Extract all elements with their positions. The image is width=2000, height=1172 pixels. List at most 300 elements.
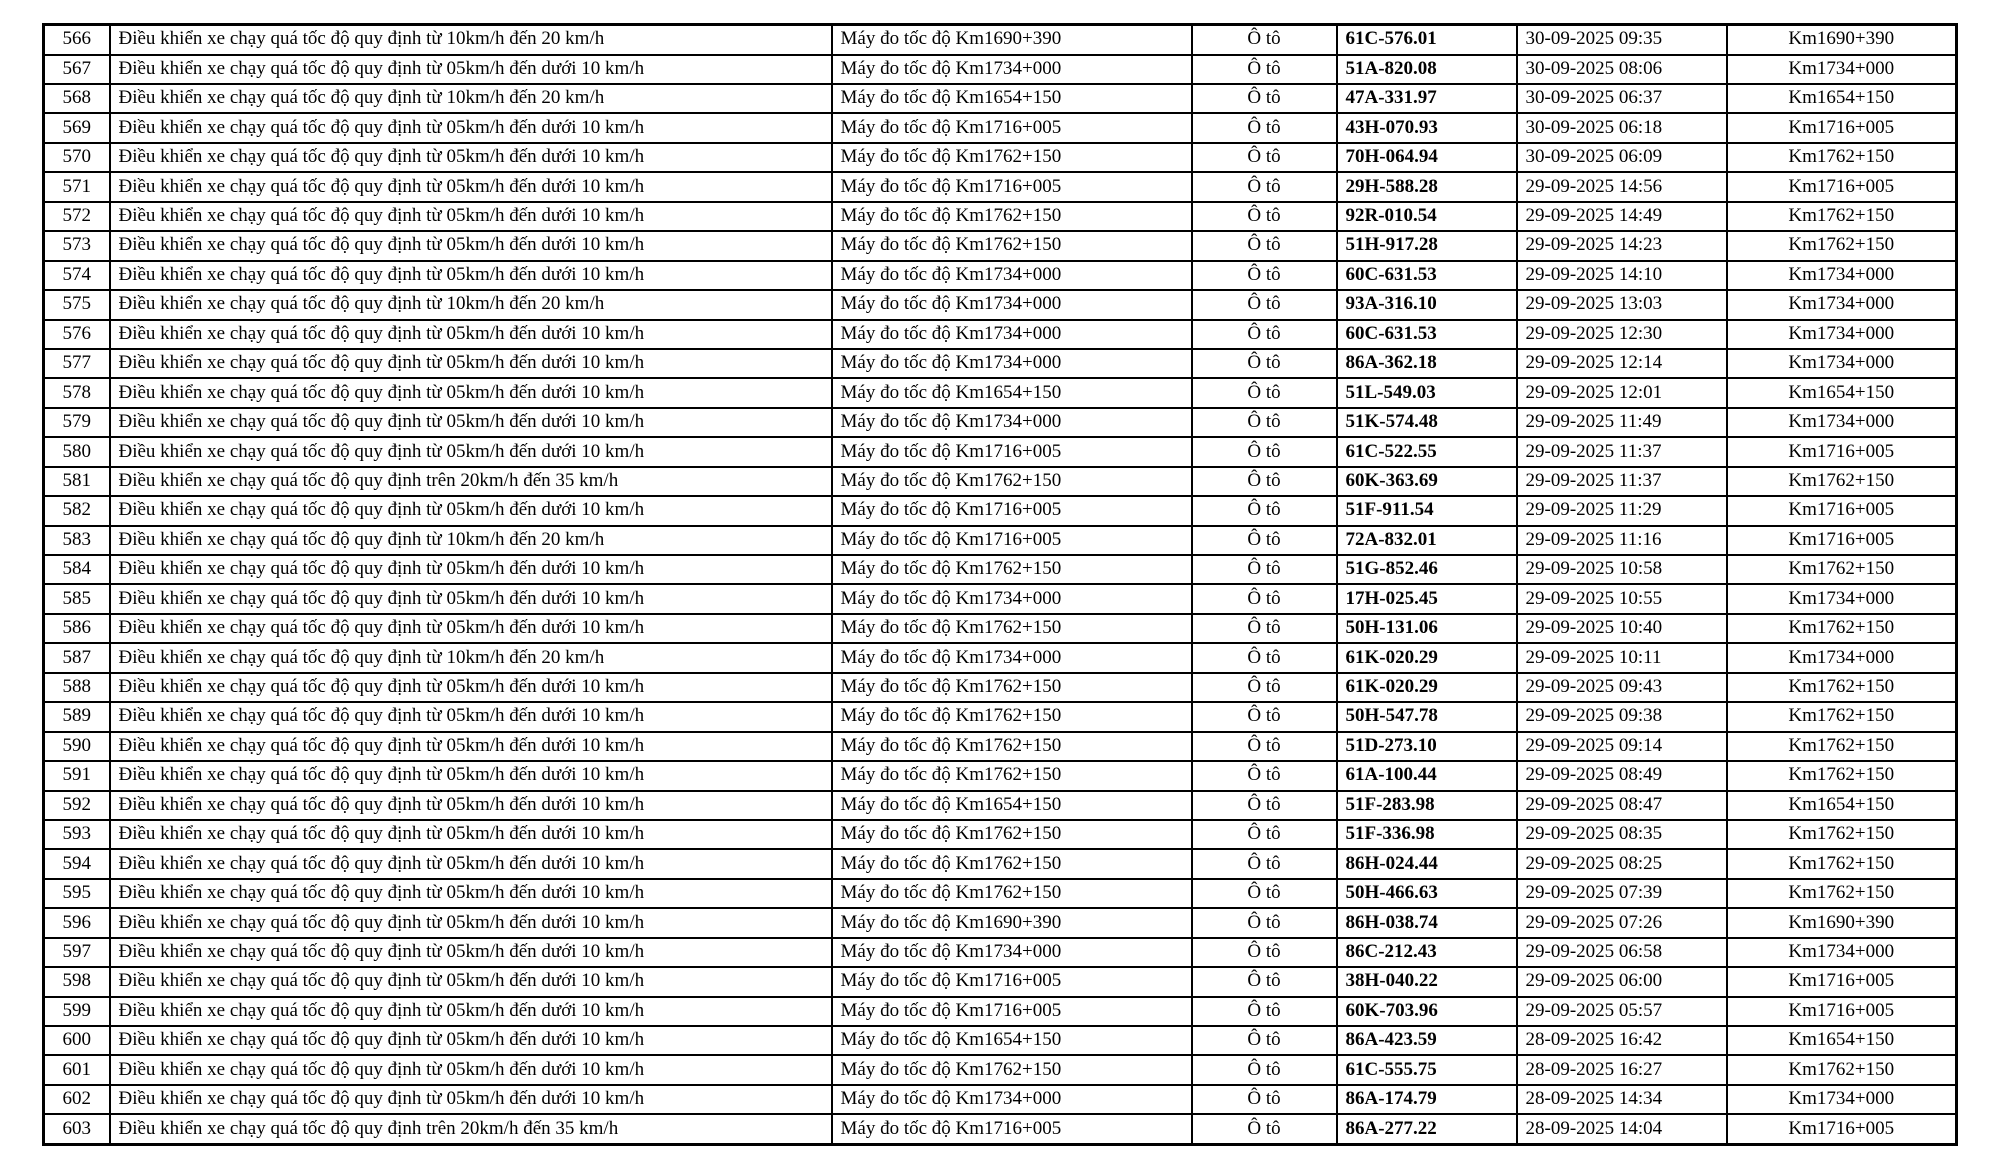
cell-license-plate: 43H-070.93 xyxy=(1337,113,1517,142)
cell-row-number: 580 xyxy=(44,437,110,466)
cell-violation-location: Km1654+150 xyxy=(1727,378,1957,407)
cell-violation-location: Km1654+150 xyxy=(1727,791,1957,820)
cell-violation-datetime: 29-09-2025 12:14 xyxy=(1517,349,1727,378)
cell-license-plate: 61A-100.44 xyxy=(1337,761,1517,790)
cell-vehicle-type: Ô tô xyxy=(1192,25,1337,55)
cell-row-number: 575 xyxy=(44,290,110,319)
cell-violation-description: Điều khiển xe chạy quá tốc độ quy định từ 05km/h đến dưới 10 km/h xyxy=(110,820,832,849)
cell-violation-datetime: 29-09-2025 09:38 xyxy=(1517,702,1727,731)
cell-measuring-device: Máy đo tốc độ Km1762+150 xyxy=(832,467,1192,496)
cell-violation-location: Km1762+150 xyxy=(1727,849,1957,878)
cell-vehicle-type: Ô tô xyxy=(1192,172,1337,201)
cell-row-number: 587 xyxy=(44,643,110,672)
cell-vehicle-type: Ô tô xyxy=(1192,202,1337,231)
cell-violation-description: Điều khiển xe chạy quá tốc độ quy định từ 05km/h đến dưới 10 km/h xyxy=(110,437,832,466)
cell-violation-description: Điều khiển xe chạy quá tốc độ quy định từ 05km/h đến dưới 10 km/h xyxy=(110,1026,832,1055)
cell-license-plate: 72A-832.01 xyxy=(1337,526,1517,555)
cell-violation-location: Km1654+150 xyxy=(1727,84,1957,113)
table-row xyxy=(44,320,1957,349)
cell-violation-description: Điều khiển xe chạy quá tốc độ quy định từ 10km/h đến 20 km/h xyxy=(110,25,832,55)
cell-violation-description: Điều khiển xe chạy quá tốc độ quy định từ 05km/h đến dưới 10 km/h xyxy=(110,555,832,584)
cell-violation-location: Km1716+005 xyxy=(1727,437,1957,466)
cell-measuring-device: Máy đo tốc độ Km1690+390 xyxy=(832,908,1192,937)
table-row xyxy=(44,1026,1957,1055)
cell-vehicle-type: Ô tô xyxy=(1192,702,1337,731)
cell-measuring-device: Máy đo tốc độ Km1716+005 xyxy=(832,172,1192,201)
cell-violation-datetime: 28-09-2025 14:34 xyxy=(1517,1085,1727,1114)
cell-violation-datetime: 30-09-2025 06:09 xyxy=(1517,143,1727,172)
cell-vehicle-type: Ô tô xyxy=(1192,349,1337,378)
cell-violation-location: Km1734+000 xyxy=(1727,55,1957,84)
table-row xyxy=(44,1114,1957,1144)
cell-violation-location: Km1762+150 xyxy=(1727,761,1957,790)
table-row xyxy=(44,113,1957,142)
table-row xyxy=(44,1055,1957,1084)
cell-license-plate: 60C-631.53 xyxy=(1337,320,1517,349)
cell-violation-datetime: 29-09-2025 11:49 xyxy=(1517,408,1727,437)
cell-row-number: 566 xyxy=(44,25,110,55)
cell-violation-location: Km1716+005 xyxy=(1727,967,1957,996)
cell-vehicle-type: Ô tô xyxy=(1192,879,1337,908)
cell-violation-description: Điều khiển xe chạy quá tốc độ quy định từ 05km/h đến dưới 10 km/h xyxy=(110,849,832,878)
cell-violation-location: Km1762+150 xyxy=(1727,1055,1957,1084)
cell-license-plate: 61C-576.01 xyxy=(1337,25,1517,55)
cell-violation-location: Km1716+005 xyxy=(1727,496,1957,525)
cell-license-plate: 61C-555.75 xyxy=(1337,1055,1517,1084)
table-row xyxy=(44,849,1957,878)
cell-vehicle-type: Ô tô xyxy=(1192,761,1337,790)
cell-vehicle-type: Ô tô xyxy=(1192,437,1337,466)
cell-row-number: 577 xyxy=(44,349,110,378)
cell-violation-location: Km1690+390 xyxy=(1727,908,1957,937)
cell-violation-location: Km1690+390 xyxy=(1727,25,1957,55)
cell-measuring-device: Máy đo tốc độ Km1762+150 xyxy=(832,1055,1192,1084)
cell-violation-datetime: 29-09-2025 10:40 xyxy=(1517,614,1727,643)
table-row xyxy=(44,526,1957,555)
cell-license-plate: 51F-336.98 xyxy=(1337,820,1517,849)
cell-row-number: 573 xyxy=(44,231,110,260)
cell-violation-location: Km1716+005 xyxy=(1727,113,1957,142)
table-row xyxy=(44,261,1957,290)
cell-measuring-device: Máy đo tốc độ Km1762+150 xyxy=(832,143,1192,172)
table-row xyxy=(44,938,1957,967)
table-row xyxy=(44,349,1957,378)
cell-row-number: 599 xyxy=(44,997,110,1026)
cell-violation-description: Điều khiển xe chạy quá tốc độ quy định từ 05km/h đến dưới 10 km/h xyxy=(110,584,832,613)
cell-violation-datetime: 29-09-2025 06:00 xyxy=(1517,967,1727,996)
cell-vehicle-type: Ô tô xyxy=(1192,408,1337,437)
cell-violation-datetime: 29-09-2025 14:23 xyxy=(1517,231,1727,260)
cell-violation-datetime: 29-09-2025 10:11 xyxy=(1517,643,1727,672)
table-row xyxy=(44,84,1957,113)
cell-violation-datetime: 29-09-2025 11:37 xyxy=(1517,467,1727,496)
cell-violation-datetime: 30-09-2025 06:37 xyxy=(1517,84,1727,113)
cell-license-plate: 86H-024.44 xyxy=(1337,849,1517,878)
cell-license-plate: 86C-212.43 xyxy=(1337,938,1517,967)
cell-row-number: 568 xyxy=(44,84,110,113)
cell-row-number: 594 xyxy=(44,849,110,878)
cell-violation-description: Điều khiển xe chạy quá tốc độ quy định trên 20km/h đến 35 km/h xyxy=(110,467,832,496)
table-row xyxy=(44,614,1957,643)
cell-vehicle-type: Ô tô xyxy=(1192,1055,1337,1084)
cell-violation-datetime: 29-09-2025 12:01 xyxy=(1517,378,1727,407)
cell-violation-location: Km1762+150 xyxy=(1727,202,1957,231)
cell-violation-datetime: 30-09-2025 08:06 xyxy=(1517,55,1727,84)
cell-violation-location: Km1716+005 xyxy=(1727,526,1957,555)
cell-violation-location: Km1762+150 xyxy=(1727,143,1957,172)
cell-row-number: 567 xyxy=(44,55,110,84)
cell-license-plate: 47A-331.97 xyxy=(1337,84,1517,113)
cell-violation-description: Điều khiển xe chạy quá tốc độ quy định từ 05km/h đến dưới 10 km/h xyxy=(110,231,832,260)
cell-violation-description: Điều khiển xe chạy quá tốc độ quy định từ 05km/h đến dưới 10 km/h xyxy=(110,320,832,349)
cell-row-number: 584 xyxy=(44,555,110,584)
cell-violation-location: Km1762+150 xyxy=(1727,467,1957,496)
cell-vehicle-type: Ô tô xyxy=(1192,584,1337,613)
table-row xyxy=(44,555,1957,584)
cell-violation-description: Điều khiển xe chạy quá tốc độ quy định từ 05km/h đến dưới 10 km/h xyxy=(110,202,832,231)
cell-vehicle-type: Ô tô xyxy=(1192,791,1337,820)
cell-license-plate: 60C-631.53 xyxy=(1337,261,1517,290)
cell-license-plate: 51F-911.54 xyxy=(1337,496,1517,525)
cell-row-number: 592 xyxy=(44,791,110,820)
cell-violation-datetime: 29-09-2025 13:03 xyxy=(1517,290,1727,319)
table-row xyxy=(44,673,1957,702)
cell-violation-datetime: 28-09-2025 16:42 xyxy=(1517,1026,1727,1055)
cell-row-number: 590 xyxy=(44,732,110,761)
cell-violation-location: Km1762+150 xyxy=(1727,614,1957,643)
cell-violation-location: Km1734+000 xyxy=(1727,290,1957,319)
table-row xyxy=(44,25,1957,55)
cell-measuring-device: Máy đo tốc độ Km1734+000 xyxy=(832,408,1192,437)
cell-violation-datetime: 29-09-2025 14:10 xyxy=(1517,261,1727,290)
cell-measuring-device: Máy đo tốc độ Km1762+150 xyxy=(832,702,1192,731)
table-row xyxy=(44,202,1957,231)
cell-violation-description: Điều khiển xe chạy quá tốc độ quy định từ 05km/h đến dưới 10 km/h xyxy=(110,908,832,937)
cell-violation-location: Km1762+150 xyxy=(1727,702,1957,731)
cell-violation-datetime: 29-09-2025 09:43 xyxy=(1517,673,1727,702)
cell-violation-description: Điều khiển xe chạy quá tốc độ quy định từ 05km/h đến dưới 10 km/h xyxy=(110,761,832,790)
table-row xyxy=(44,997,1957,1026)
cell-measuring-device: Máy đo tốc độ Km1734+000 xyxy=(832,55,1192,84)
cell-license-plate: 50H-131.06 xyxy=(1337,614,1517,643)
cell-vehicle-type: Ô tô xyxy=(1192,849,1337,878)
cell-measuring-device: Máy đo tốc độ Km1716+005 xyxy=(832,1114,1192,1144)
cell-violation-datetime: 29-09-2025 11:16 xyxy=(1517,526,1727,555)
table-row xyxy=(44,908,1957,937)
cell-vehicle-type: Ô tô xyxy=(1192,1026,1337,1055)
cell-vehicle-type: Ô tô xyxy=(1192,673,1337,702)
cell-violation-description: Điều khiển xe chạy quá tốc độ quy định từ 05km/h đến dưới 10 km/h xyxy=(110,408,832,437)
cell-measuring-device: Máy đo tốc độ Km1716+005 xyxy=(832,967,1192,996)
cell-violation-datetime: 29-09-2025 12:30 xyxy=(1517,320,1727,349)
table-row xyxy=(44,967,1957,996)
cell-vehicle-type: Ô tô xyxy=(1192,231,1337,260)
table-row xyxy=(44,732,1957,761)
cell-row-number: 569 xyxy=(44,113,110,142)
cell-license-plate: 50H-466.63 xyxy=(1337,879,1517,908)
cell-license-plate: 60K-703.96 xyxy=(1337,997,1517,1026)
cell-violation-datetime: 29-09-2025 11:37 xyxy=(1517,437,1727,466)
cell-vehicle-type: Ô tô xyxy=(1192,1114,1337,1144)
cell-measuring-device: Máy đo tốc độ Km1734+000 xyxy=(832,349,1192,378)
cell-violation-datetime: 29-09-2025 08:25 xyxy=(1517,849,1727,878)
cell-violation-description: Điều khiển xe chạy quá tốc độ quy định từ 05km/h đến dưới 10 km/h xyxy=(110,938,832,967)
cell-row-number: 572 xyxy=(44,202,110,231)
cell-row-number: 597 xyxy=(44,938,110,967)
cell-license-plate: 51D-273.10 xyxy=(1337,732,1517,761)
cell-vehicle-type: Ô tô xyxy=(1192,320,1337,349)
cell-row-number: 593 xyxy=(44,820,110,849)
table-row xyxy=(44,496,1957,525)
cell-row-number: 585 xyxy=(44,584,110,613)
cell-row-number: 582 xyxy=(44,496,110,525)
cell-violation-description: Điều khiển xe chạy quá tốc độ quy định từ 05km/h đến dưới 10 km/h xyxy=(110,791,832,820)
cell-measuring-device: Máy đo tốc độ Km1762+150 xyxy=(832,231,1192,260)
cell-license-plate: 51G-852.46 xyxy=(1337,555,1517,584)
cell-license-plate: 86A-174.79 xyxy=(1337,1085,1517,1114)
cell-measuring-device: Máy đo tốc độ Km1734+000 xyxy=(832,261,1192,290)
cell-row-number: 591 xyxy=(44,761,110,790)
cell-license-plate: 51L-549.03 xyxy=(1337,378,1517,407)
table-row xyxy=(44,290,1957,319)
cell-violation-location: Km1762+150 xyxy=(1727,231,1957,260)
cell-violation-description: Điều khiển xe chạy quá tốc độ quy định từ 05km/h đến dưới 10 km/h xyxy=(110,172,832,201)
cell-row-number: 602 xyxy=(44,1085,110,1114)
cell-violation-location: Km1734+000 xyxy=(1727,261,1957,290)
cell-row-number: 598 xyxy=(44,967,110,996)
cell-row-number: 586 xyxy=(44,614,110,643)
cell-violation-description: Điều khiển xe chạy quá tốc độ quy định trên 20km/h đến 35 km/h xyxy=(110,1114,832,1144)
cell-violation-datetime: 29-09-2025 14:56 xyxy=(1517,172,1727,201)
cell-measuring-device: Máy đo tốc độ Km1762+150 xyxy=(832,673,1192,702)
cell-vehicle-type: Ô tô xyxy=(1192,643,1337,672)
cell-violation-datetime: 29-09-2025 10:58 xyxy=(1517,555,1727,584)
cell-measuring-device: Máy đo tốc độ Km1762+150 xyxy=(832,849,1192,878)
cell-measuring-device: Máy đo tốc độ Km1734+000 xyxy=(832,290,1192,319)
table-row xyxy=(44,643,1957,672)
cell-violation-location: Km1734+000 xyxy=(1727,584,1957,613)
cell-vehicle-type: Ô tô xyxy=(1192,997,1337,1026)
cell-measuring-device: Máy đo tốc độ Km1762+150 xyxy=(832,555,1192,584)
cell-violation-description: Điều khiển xe chạy quá tốc độ quy định từ 05km/h đến dưới 10 km/h xyxy=(110,1055,832,1084)
cell-vehicle-type: Ô tô xyxy=(1192,938,1337,967)
cell-license-plate: 51A-820.08 xyxy=(1337,55,1517,84)
cell-vehicle-type: Ô tô xyxy=(1192,732,1337,761)
cell-violation-datetime: 29-09-2025 08:49 xyxy=(1517,761,1727,790)
cell-violation-location: Km1734+000 xyxy=(1727,1085,1957,1114)
cell-measuring-device: Máy đo tốc độ Km1734+000 xyxy=(832,938,1192,967)
cell-row-number: 570 xyxy=(44,143,110,172)
cell-vehicle-type: Ô tô xyxy=(1192,143,1337,172)
cell-vehicle-type: Ô tô xyxy=(1192,113,1337,142)
cell-license-plate: 93A-316.10 xyxy=(1337,290,1517,319)
cell-violation-location: Km1734+000 xyxy=(1727,408,1957,437)
cell-violation-datetime: 29-09-2025 07:26 xyxy=(1517,908,1727,937)
cell-vehicle-type: Ô tô xyxy=(1192,496,1337,525)
cell-violation-description: Điều khiển xe chạy quá tốc độ quy định từ 05km/h đến dưới 10 km/h xyxy=(110,967,832,996)
cell-violation-location: Km1716+005 xyxy=(1727,172,1957,201)
cell-violation-location: Km1654+150 xyxy=(1727,1026,1957,1055)
cell-row-number: 603 xyxy=(44,1114,110,1144)
table-row xyxy=(44,1085,1957,1114)
cell-violation-datetime: 29-09-2025 07:39 xyxy=(1517,879,1727,908)
table-row xyxy=(44,231,1957,260)
cell-license-plate: 92R-010.54 xyxy=(1337,202,1517,231)
cell-license-plate: 61C-522.55 xyxy=(1337,437,1517,466)
cell-vehicle-type: Ô tô xyxy=(1192,1085,1337,1114)
cell-violation-description: Điều khiển xe chạy quá tốc độ quy định từ 05km/h đến dưới 10 km/h xyxy=(110,732,832,761)
cell-violation-description: Điều khiển xe chạy quá tốc độ quy định từ 05km/h đến dưới 10 km/h xyxy=(110,261,832,290)
cell-violation-description: Điều khiển xe chạy quá tốc độ quy định từ 05km/h đến dưới 10 km/h xyxy=(110,614,832,643)
cell-measuring-device: Máy đo tốc độ Km1734+000 xyxy=(832,320,1192,349)
cell-violation-location: Km1762+150 xyxy=(1727,555,1957,584)
table-row xyxy=(44,879,1957,908)
cell-license-plate: 70H-064.94 xyxy=(1337,143,1517,172)
table-row xyxy=(44,761,1957,790)
cell-vehicle-type: Ô tô xyxy=(1192,378,1337,407)
cell-violation-datetime: 29-09-2025 14:49 xyxy=(1517,202,1727,231)
cell-row-number: 576 xyxy=(44,320,110,349)
table-row xyxy=(44,172,1957,201)
table-row xyxy=(44,820,1957,849)
cell-violation-description: Điều khiển xe chạy quá tốc độ quy định từ 05km/h đến dưới 10 km/h xyxy=(110,113,832,142)
cell-license-plate: 61K-020.29 xyxy=(1337,643,1517,672)
cell-measuring-device: Máy đo tốc độ Km1654+150 xyxy=(832,84,1192,113)
cell-license-plate: 51H-917.28 xyxy=(1337,231,1517,260)
cell-measuring-device: Máy đo tốc độ Km1716+005 xyxy=(832,496,1192,525)
cell-measuring-device: Máy đo tốc độ Km1716+005 xyxy=(832,113,1192,142)
cell-row-number: 574 xyxy=(44,261,110,290)
cell-measuring-device: Máy đo tốc độ Km1716+005 xyxy=(832,997,1192,1026)
cell-violation-description: Điều khiển xe chạy quá tốc độ quy định từ 05km/h đến dưới 10 km/h xyxy=(110,997,832,1026)
cell-row-number: 579 xyxy=(44,408,110,437)
cell-violation-description: Điều khiển xe chạy quá tốc độ quy định từ 10km/h đến 20 km/h xyxy=(110,290,832,319)
cell-vehicle-type: Ô tô xyxy=(1192,467,1337,496)
cell-license-plate: 51K-574.48 xyxy=(1337,408,1517,437)
cell-measuring-device: Máy đo tốc độ Km1734+000 xyxy=(832,1085,1192,1114)
cell-vehicle-type: Ô tô xyxy=(1192,84,1337,113)
cell-violation-description: Điều khiển xe chạy quá tốc độ quy định từ 10km/h đến 20 km/h xyxy=(110,84,832,113)
cell-measuring-device: Máy đo tốc độ Km1690+390 xyxy=(832,25,1192,55)
cell-license-plate: 86A-277.22 xyxy=(1337,1114,1517,1144)
cell-measuring-device: Máy đo tốc độ Km1762+150 xyxy=(832,879,1192,908)
cell-measuring-device: Máy đo tốc độ Km1762+150 xyxy=(832,761,1192,790)
cell-vehicle-type: Ô tô xyxy=(1192,290,1337,319)
cell-violation-description: Điều khiển xe chạy quá tốc độ quy định từ 05km/h đến dưới 10 km/h xyxy=(110,1085,832,1114)
cell-row-number: 601 xyxy=(44,1055,110,1084)
table-row xyxy=(44,55,1957,84)
cell-measuring-device: Máy đo tốc độ Km1716+005 xyxy=(832,526,1192,555)
table-row xyxy=(44,437,1957,466)
cell-vehicle-type: Ô tô xyxy=(1192,555,1337,584)
cell-license-plate: 29H-588.28 xyxy=(1337,172,1517,201)
cell-license-plate: 86A-423.59 xyxy=(1337,1026,1517,1055)
cell-violation-description: Điều khiển xe chạy quá tốc độ quy định từ 05km/h đến dưới 10 km/h xyxy=(110,349,832,378)
cell-violation-datetime: 29-09-2025 11:29 xyxy=(1517,496,1727,525)
cell-violation-location: Km1716+005 xyxy=(1727,1114,1957,1144)
cell-measuring-device: Máy đo tốc độ Km1762+150 xyxy=(832,614,1192,643)
cell-license-plate: 86H-038.74 xyxy=(1337,908,1517,937)
cell-violation-location: Km1762+150 xyxy=(1727,879,1957,908)
cell-row-number: 578 xyxy=(44,378,110,407)
cell-violation-datetime: 29-09-2025 09:14 xyxy=(1517,732,1727,761)
cell-violation-location: Km1762+150 xyxy=(1727,673,1957,702)
cell-measuring-device: Máy đo tốc độ Km1654+150 xyxy=(832,791,1192,820)
cell-vehicle-type: Ô tô xyxy=(1192,967,1337,996)
table-row xyxy=(44,408,1957,437)
table-row xyxy=(44,143,1957,172)
cell-violation-datetime: 30-09-2025 06:18 xyxy=(1517,113,1727,142)
cell-license-plate: 51F-283.98 xyxy=(1337,791,1517,820)
table-row xyxy=(44,791,1957,820)
cell-measuring-device: Máy đo tốc độ Km1762+150 xyxy=(832,732,1192,761)
cell-violation-location: Km1734+000 xyxy=(1727,320,1957,349)
violations-table xyxy=(42,23,1958,1146)
cell-license-plate: 61K-020.29 xyxy=(1337,673,1517,702)
cell-row-number: 600 xyxy=(44,1026,110,1055)
cell-measuring-device: Máy đo tốc độ Km1762+150 xyxy=(832,202,1192,231)
cell-violation-location: Km1762+150 xyxy=(1727,820,1957,849)
cell-violation-datetime: 29-09-2025 08:47 xyxy=(1517,791,1727,820)
cell-measuring-device: Máy đo tốc độ Km1654+150 xyxy=(832,1026,1192,1055)
cell-violation-datetime: 30-09-2025 09:35 xyxy=(1517,25,1727,55)
cell-violation-description: Điều khiển xe chạy quá tốc độ quy định từ 05km/h đến dưới 10 km/h xyxy=(110,879,832,908)
cell-vehicle-type: Ô tô xyxy=(1192,614,1337,643)
cell-vehicle-type: Ô tô xyxy=(1192,908,1337,937)
cell-vehicle-type: Ô tô xyxy=(1192,820,1337,849)
cell-license-plate: 17H-025.45 xyxy=(1337,584,1517,613)
cell-row-number: 589 xyxy=(44,702,110,731)
cell-measuring-device: Máy đo tốc độ Km1762+150 xyxy=(832,820,1192,849)
cell-violation-description: Điều khiển xe chạy quá tốc độ quy định từ 05km/h đến dưới 10 km/h xyxy=(110,496,832,525)
cell-vehicle-type: Ô tô xyxy=(1192,261,1337,290)
cell-violation-description: Điều khiển xe chạy quá tốc độ quy định từ 10km/h đến 20 km/h xyxy=(110,526,832,555)
cell-violation-description: Điều khiển xe chạy quá tốc độ quy định từ 05km/h đến dưới 10 km/h xyxy=(110,673,832,702)
cell-violation-location: Km1734+000 xyxy=(1727,643,1957,672)
cell-violation-datetime: 29-09-2025 10:55 xyxy=(1517,584,1727,613)
cell-vehicle-type: Ô tô xyxy=(1192,526,1337,555)
cell-license-plate: 50H-547.78 xyxy=(1337,702,1517,731)
cell-violation-datetime: 29-09-2025 08:35 xyxy=(1517,820,1727,849)
cell-violation-description: Điều khiển xe chạy quá tốc độ quy định từ 05km/h đến dưới 10 km/h xyxy=(110,378,832,407)
cell-violation-datetime: 28-09-2025 16:27 xyxy=(1517,1055,1727,1084)
cell-measuring-device: Máy đo tốc độ Km1734+000 xyxy=(832,584,1192,613)
cell-violation-description: Điều khiển xe chạy quá tốc độ quy định từ 05km/h đến dưới 10 km/h xyxy=(110,55,832,84)
cell-vehicle-type: Ô tô xyxy=(1192,55,1337,84)
violations-table-body xyxy=(44,25,1957,1145)
cell-license-plate: 38H-040.22 xyxy=(1337,967,1517,996)
cell-violation-datetime: 28-09-2025 14:04 xyxy=(1517,1114,1727,1144)
cell-violation-description: Điều khiển xe chạy quá tốc độ quy định từ 05km/h đến dưới 10 km/h xyxy=(110,702,832,731)
cell-row-number: 588 xyxy=(44,673,110,702)
cell-row-number: 583 xyxy=(44,526,110,555)
table-row xyxy=(44,378,1957,407)
cell-row-number: 596 xyxy=(44,908,110,937)
cell-violation-datetime: 29-09-2025 05:57 xyxy=(1517,997,1727,1026)
cell-measuring-device: Máy đo tốc độ Km1654+150 xyxy=(832,378,1192,407)
cell-license-plate: 86A-362.18 xyxy=(1337,349,1517,378)
cell-violation-description: Điều khiển xe chạy quá tốc độ quy định từ 10km/h đến 20 km/h xyxy=(110,643,832,672)
cell-violation-location: Km1734+000 xyxy=(1727,938,1957,967)
cell-violation-location: Km1734+000 xyxy=(1727,349,1957,378)
cell-violation-location: Km1716+005 xyxy=(1727,997,1957,1026)
cell-row-number: 571 xyxy=(44,172,110,201)
cell-violation-location: Km1762+150 xyxy=(1727,732,1957,761)
cell-license-plate: 60K-363.69 xyxy=(1337,467,1517,496)
cell-row-number: 581 xyxy=(44,467,110,496)
cell-measuring-device: Máy đo tốc độ Km1716+005 xyxy=(832,437,1192,466)
table-row xyxy=(44,584,1957,613)
